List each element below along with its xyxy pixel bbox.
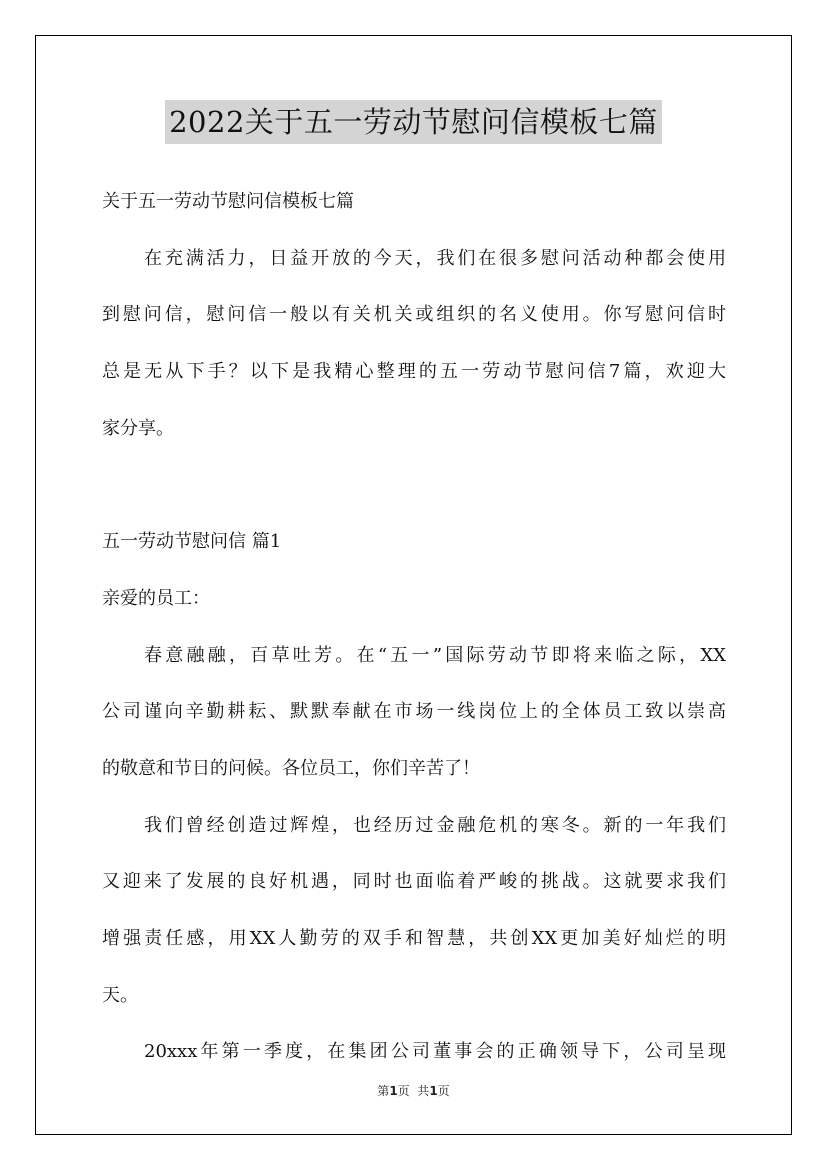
paragraph-line: 天。 — [102, 984, 138, 1006]
paragraph-line: 20xxx年第一季度，在集团公司董事会的正确领导下，公司呈现 — [144, 1041, 726, 1063]
intro-line: 到慰问信，慰问信一般以有关机关或组织的名义使用。你写慰问信时 — [102, 304, 726, 326]
document-subtitle: 关于五一劳动节慰问信模板七篇 — [102, 191, 354, 212]
intro-line: 在充满活力，日益开放的今天，我们在很多慰问活动种都会使用 — [144, 247, 726, 269]
document-body — [102, 174, 726, 1081]
paragraph-line: 公司谨向辛勤耕耘、默默奉献在市场一线岗位上的全体员工致以崇高 — [102, 701, 726, 723]
paragraph-line: 我们曾经创造过辉煌，也经历过金融危机的寒冬。新的一年我们 — [144, 814, 726, 836]
page-total: 1 — [429, 1084, 438, 1098]
document-title: 2022关于五一劳动节慰问信模板七篇 — [165, 100, 662, 144]
paragraph-line: 又迎来了发展的良好机遇，同时也面临着严峻的挑战。这就要求我们 — [102, 871, 726, 893]
paragraph-line: 增强责任感，用XX人勤劳的双手和智慧，共创XX更加美好灿烂的明 — [102, 927, 726, 949]
title-container — [0, 100, 827, 144]
intro-line: 总是无从下手？以下是我精心整理的五一劳动节慰问信7篇，欢迎大 — [102, 361, 726, 383]
page-label-mid: 页 共 — [397, 1084, 430, 1098]
page-footer — [0, 1082, 827, 1099]
page-label-suffix: 页 — [437, 1084, 450, 1098]
intro-line: 家分享。 — [102, 417, 174, 439]
section-heading: 五一劳动节慰问信 篇1 — [102, 531, 282, 553]
page-current: 1 — [389, 1084, 398, 1098]
salutation: 亲爱的员工： — [102, 587, 210, 609]
blank-line — [102, 457, 726, 514]
paragraph-line: 的敬意和节日的问候。各位员工，你们辛苦了！ — [102, 757, 480, 779]
paragraph-line: 春意融融，百草吐芳。在“五一”国际劳动节即将来临之际，XX — [144, 644, 726, 666]
page-label-prefix: 第 — [377, 1084, 390, 1098]
